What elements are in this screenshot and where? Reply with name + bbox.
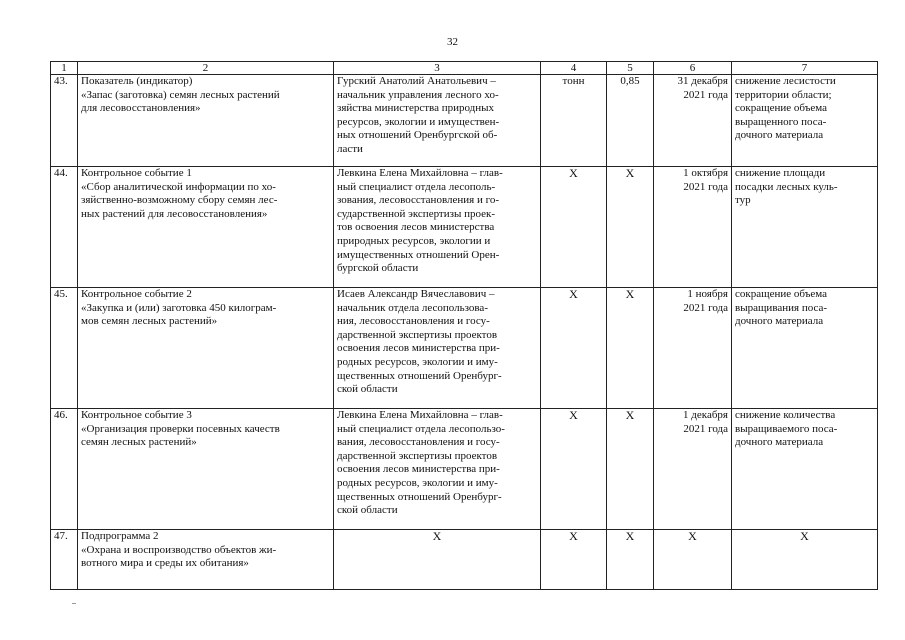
event-name: Показатель (индикатор) «Запас (заготовка) семян лесных растений для лесовосстановления» bbox=[78, 75, 334, 167]
row-number: 46. bbox=[51, 409, 78, 530]
unit-cell: Х bbox=[541, 530, 607, 590]
event-name: Контрольное событие 3 «Организация проверки посевных качеств семян лесных растений» bbox=[78, 409, 334, 530]
row-number: 44. bbox=[51, 167, 78, 288]
event-name: Подпрограмма 2 «Охрана и воспроизводство объектов жи- вотного мира и среды их обитания» bbox=[78, 530, 334, 590]
consequence-cell: снижение количества выращиваемого поса- дочного материала bbox=[732, 409, 878, 530]
table-row bbox=[51, 75, 878, 167]
date-cell: 31 декабря 2021 года bbox=[654, 75, 732, 167]
value-cell: Х bbox=[607, 167, 654, 288]
column-header-6: 6 bbox=[654, 62, 732, 75]
row-number: 47. bbox=[51, 530, 78, 590]
table-row bbox=[51, 288, 878, 409]
scan-mark bbox=[72, 603, 76, 604]
value-cell: Х bbox=[607, 409, 654, 530]
unit-cell: Х bbox=[541, 167, 607, 288]
column-header-1: 1 bbox=[51, 62, 78, 75]
consequence-cell: сокращение объема выращивания поса- дочного материала bbox=[732, 288, 878, 409]
unit-cell: Х bbox=[541, 409, 607, 530]
consequence-cell: снижение лесистости территории области; сокращение объема выращенного поса- дочного материала bbox=[732, 75, 878, 167]
responsible-person: Гурский Анатолий Анатольевич – начальник управления лесного хо- зяйства министерства природных ресурсов, экологии и имуществен- ных отношений Оренбургской об- ласти bbox=[334, 75, 541, 167]
date-cell: Х bbox=[654, 530, 732, 590]
page-number: 32 bbox=[447, 36, 458, 48]
column-header-4: 4 bbox=[541, 62, 607, 75]
row-number: 43. bbox=[51, 75, 78, 167]
consequence-cell: снижение площади посадки лесных куль- тур bbox=[732, 167, 878, 288]
responsible-person: Исаев Александр Вячеславович – начальник отдела лесопользова- ния, лесовосстановления и госу- дарственной экспертизы проектов освоения лесов министерства при- родных ресурсов, экологии и иму- щественных отношений Оренбург- ской области bbox=[334, 288, 541, 409]
table-row bbox=[51, 530, 878, 590]
unit-cell: тонн bbox=[541, 75, 607, 167]
date-cell: 1 октября 2021 года bbox=[654, 167, 732, 288]
event-name: Контрольное событие 1 «Сбор аналитической информации по хо- зяйственно-возможному сбору семян лес- ных растений для лесовосстановления» bbox=[78, 167, 334, 288]
table-row bbox=[51, 409, 878, 530]
column-header-7: 7 bbox=[732, 62, 878, 75]
column-header-5: 5 bbox=[607, 62, 654, 75]
date-cell: 1 ноября 2021 года bbox=[654, 288, 732, 409]
program-table bbox=[50, 61, 878, 590]
row-number: 45. bbox=[51, 288, 78, 409]
table-row bbox=[51, 167, 878, 288]
unit-cell: Х bbox=[541, 288, 607, 409]
consequence-cell: Х bbox=[732, 530, 878, 590]
responsible-person: Левкина Елена Михайловна – глав- ный специалист отдела лесопользо- вания, лесовосстановления и госу- дарственной экспертизы проектов освоения лесов министерства при- родных ресурсов, экологии и иму- щественных отношений Оренбург- ской области bbox=[334, 409, 541, 530]
column-header-3: 3 bbox=[334, 62, 541, 75]
value-cell: Х bbox=[607, 288, 654, 409]
responsible-person: Левкина Елена Михайловна – глав- ный специалист отдела лесополь- зования, лесовосстановления и го- сударственной экспертизы проек- тов освоения лесов министерства природных ресурсов, экологии и имущественных отношений Орен- бургской области bbox=[334, 167, 541, 288]
header-row bbox=[51, 62, 878, 75]
value-cell: 0,85 bbox=[607, 75, 654, 167]
event-name: Контрольное событие 2 «Закупка и (или) заготовка 450 килограм- мов семян лесных растений» bbox=[78, 288, 334, 409]
value-cell: Х bbox=[607, 530, 654, 590]
responsible-person: Х bbox=[334, 530, 541, 590]
column-header-2: 2 bbox=[78, 62, 334, 75]
date-cell: 1 декабря 2021 года bbox=[654, 409, 732, 530]
